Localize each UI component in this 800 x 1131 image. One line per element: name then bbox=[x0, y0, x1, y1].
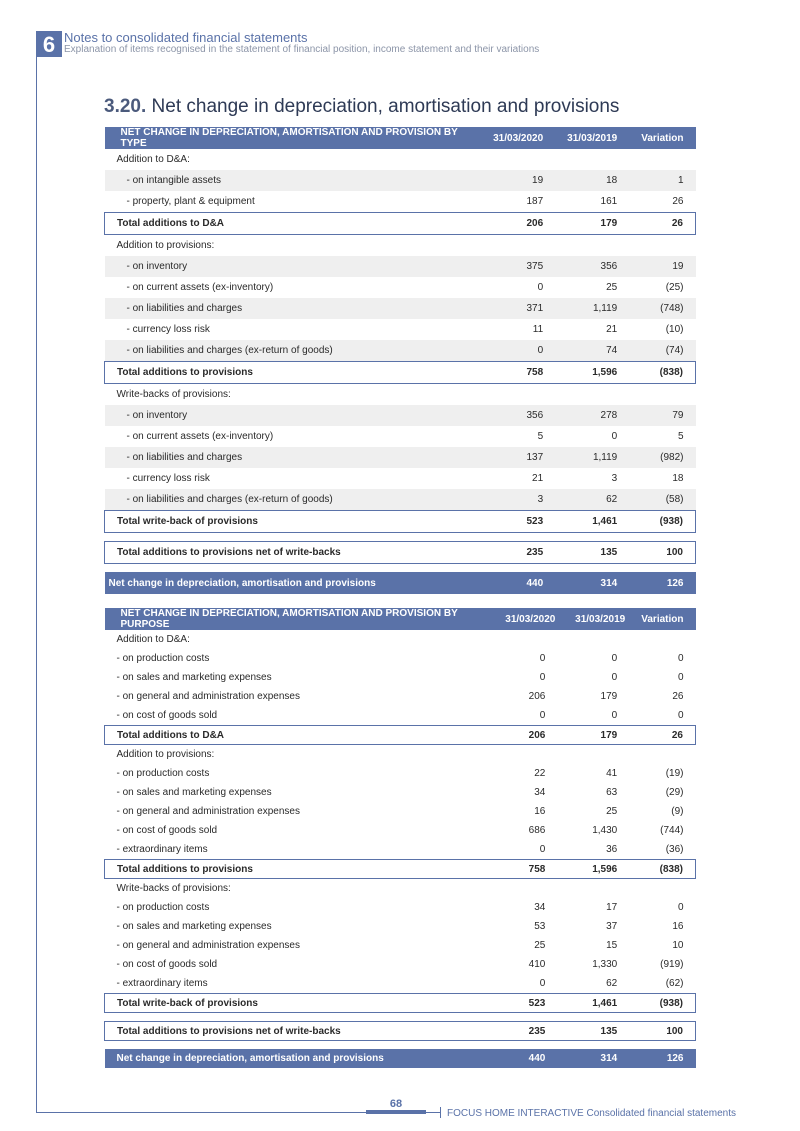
cell-variation: (9) bbox=[671, 806, 684, 817]
cell-2019: 1,461 bbox=[555, 511, 629, 533]
cell-2020: 356 bbox=[477, 405, 555, 426]
cell-variation: (748) bbox=[629, 298, 695, 319]
footer-brand: FOCUS HOME INTERACTIVE bbox=[447, 1108, 584, 1119]
margin-rule bbox=[36, 57, 37, 1113]
cell-2019: 21 bbox=[606, 324, 618, 335]
cell-variation bbox=[629, 384, 695, 406]
cell-variation bbox=[629, 630, 695, 649]
cell-variation: (62) bbox=[665, 978, 684, 989]
cell-variation bbox=[629, 235, 695, 257]
cell-2020: 53 bbox=[534, 921, 546, 932]
cell-2020: 187 bbox=[526, 196, 544, 207]
row-label: Total additions to D&A bbox=[105, 213, 478, 235]
cell-2020: 25 bbox=[534, 940, 546, 951]
row-label: Net change in depreciation, amortisation and provisions bbox=[105, 1049, 492, 1068]
cell-2020: 523 bbox=[491, 994, 557, 1013]
row-label: - on production costs bbox=[116, 768, 210, 779]
cell-2019 bbox=[557, 879, 629, 899]
row-label: Total additions to provisions bbox=[105, 860, 492, 879]
cell-2020 bbox=[477, 149, 555, 170]
cell-2020: 206 bbox=[528, 691, 546, 702]
table-row bbox=[105, 447, 696, 468]
header-title: Notes to consolidated financial statements bbox=[64, 30, 308, 45]
cell-2020: 410 bbox=[528, 959, 546, 970]
cell-2019: 161 bbox=[600, 196, 618, 207]
cell-2019: 41 bbox=[606, 768, 618, 779]
row-label: - on intangible assets bbox=[105, 170, 478, 191]
row-label: - on inventory bbox=[105, 405, 478, 426]
row-label: Write-backs of provisions: bbox=[116, 883, 231, 894]
row-label: - on general and administration expenses bbox=[116, 940, 300, 951]
cell-2019: 3 bbox=[611, 473, 618, 484]
table-row bbox=[105, 745, 696, 765]
cell-2019: 37 bbox=[606, 921, 618, 932]
cell-variation: 26 bbox=[629, 213, 695, 235]
table-row bbox=[105, 936, 696, 955]
row-label: - on sales and marketing expenses bbox=[116, 787, 272, 798]
total-row bbox=[105, 362, 696, 384]
total-row bbox=[105, 511, 696, 533]
page-number-bar bbox=[366, 1110, 426, 1114]
column-header-2020: 31/03/2020 bbox=[477, 127, 555, 149]
cell-2019: 1,461 bbox=[557, 994, 629, 1013]
row-label: - on cost of goods sold bbox=[116, 825, 218, 836]
row-label: - on current assets (ex-inventory) bbox=[126, 431, 274, 442]
row-label: - on current assets (ex-inventory) bbox=[126, 282, 274, 293]
cell-2020: 34 bbox=[534, 902, 546, 913]
table-row bbox=[105, 298, 696, 319]
cell-variation: (29) bbox=[665, 787, 684, 798]
row-label: - on general and administration expenses bbox=[116, 806, 300, 817]
cell-2019: 1,330 bbox=[592, 959, 618, 970]
grand-total-row bbox=[105, 1049, 696, 1068]
cell-2020: 371 bbox=[477, 298, 555, 319]
cell-2020: 0 bbox=[539, 653, 546, 664]
cell-variation: (10) bbox=[665, 324, 684, 335]
row-label: - on general and administration expenses bbox=[116, 691, 300, 702]
table-row bbox=[105, 149, 696, 170]
cell-2020: 235 bbox=[491, 1022, 557, 1041]
row-label: - on sales and marketing expenses bbox=[116, 921, 272, 932]
cell-2020: 22 bbox=[534, 768, 546, 779]
cell-2019: 1,596 bbox=[555, 362, 629, 384]
table-row bbox=[105, 764, 696, 783]
cell-2019 bbox=[555, 149, 629, 170]
row-label: Total additions to D&A bbox=[105, 726, 492, 745]
cell-variation: (838) bbox=[629, 860, 695, 879]
cell-2019: 25 bbox=[606, 806, 618, 817]
cell-variation: (938) bbox=[629, 994, 695, 1013]
table-row bbox=[105, 840, 696, 860]
row-label: Addition to provisions: bbox=[116, 749, 215, 760]
cell-variation: 26 bbox=[672, 691, 684, 702]
column-header-variation: Variation bbox=[629, 608, 695, 630]
table-by-purpose bbox=[104, 608, 696, 1068]
table-row bbox=[105, 384, 696, 406]
table-row bbox=[105, 340, 696, 362]
row-label: - on sales and marketing expenses bbox=[116, 672, 272, 683]
row-label: - on inventory bbox=[105, 256, 478, 277]
row-label: - currency loss risk bbox=[126, 473, 210, 484]
row-label: Total additions to provisions net of write-backs bbox=[105, 1022, 492, 1041]
table-row bbox=[105, 898, 696, 917]
chapter-number-badge: 6 bbox=[36, 31, 62, 57]
footer-rule-tick bbox=[440, 1107, 441, 1118]
section-title: Net change in depreciation, amortisation and provisions bbox=[151, 96, 620, 117]
cell-variation: 10 bbox=[672, 940, 684, 951]
row-label: Addition to provisions: bbox=[116, 240, 215, 251]
spacer-row bbox=[105, 1013, 696, 1022]
cell-2020: 758 bbox=[477, 362, 555, 384]
cell-variation: 0 bbox=[677, 902, 684, 913]
total-row bbox=[105, 213, 696, 235]
cell-2020: 34 bbox=[534, 787, 546, 798]
cell-2020: 440 bbox=[477, 572, 555, 594]
cell-variation bbox=[629, 149, 695, 170]
table-row bbox=[105, 802, 696, 821]
cell-variation: 0 bbox=[677, 653, 684, 664]
cell-variation: 26 bbox=[629, 726, 695, 745]
row-label: - on liabilities and charges bbox=[105, 447, 478, 468]
cell-variation: 26 bbox=[672, 196, 684, 207]
cell-2019: 1,119 bbox=[555, 298, 629, 319]
cell-2019: 1,596 bbox=[557, 860, 629, 879]
row-label: - on production costs bbox=[116, 653, 210, 664]
table-row bbox=[105, 426, 696, 447]
cell-variation: 126 bbox=[629, 572, 695, 594]
cell-variation: (19) bbox=[665, 768, 684, 779]
header-subtitle: Explanation of items recognised in the statement of financial position, income statement and their variations bbox=[64, 44, 540, 55]
spacer-row bbox=[105, 533, 696, 542]
table-row bbox=[105, 319, 696, 340]
row-label: - extraordinary items bbox=[116, 978, 208, 989]
column-header-2019: 31/03/2019 bbox=[557, 608, 629, 630]
cell-2020: 0 bbox=[539, 710, 546, 721]
cell-2019: 356 bbox=[555, 256, 629, 277]
cell-2019: 314 bbox=[557, 1049, 629, 1068]
table-header-row bbox=[105, 608, 696, 630]
table-row bbox=[105, 783, 696, 802]
cell-2019: 74 bbox=[555, 340, 629, 362]
cell-variation: 5 bbox=[677, 431, 684, 442]
spacer-row bbox=[105, 564, 696, 573]
table-row bbox=[105, 630, 696, 649]
row-label: - on liabilities and charges (ex-return of goods) bbox=[105, 340, 478, 362]
cell-2019 bbox=[555, 235, 629, 257]
table-row bbox=[105, 649, 696, 668]
cell-2019 bbox=[557, 630, 629, 649]
cell-2019: 15 bbox=[606, 940, 618, 951]
cell-2020: 758 bbox=[491, 860, 557, 879]
cell-2019: 36 bbox=[606, 844, 618, 855]
cell-variation: 79 bbox=[629, 405, 695, 426]
cell-2019: 179 bbox=[555, 213, 629, 235]
footer-document: Consolidated financial statements bbox=[586, 1108, 736, 1119]
spacer-row bbox=[105, 1041, 696, 1050]
cell-variation: (74) bbox=[629, 340, 695, 362]
cell-2020 bbox=[477, 235, 555, 257]
cell-variation: 19 bbox=[629, 256, 695, 277]
cell-2019: 62 bbox=[606, 978, 618, 989]
page-number: 68 bbox=[389, 1098, 403, 1110]
table-by-type bbox=[104, 127, 696, 594]
cell-2019: 179 bbox=[600, 691, 618, 702]
cell-2020: 440 bbox=[491, 1049, 557, 1068]
cell-2020 bbox=[491, 630, 557, 649]
cell-2019: 179 bbox=[557, 726, 629, 745]
row-label: - on liabilities and charges (ex-return of goods) bbox=[105, 489, 478, 511]
section-heading bbox=[104, 96, 619, 118]
row-label: Net change in depreciation, amortisation and provisions bbox=[105, 572, 478, 594]
grand-total-row bbox=[105, 572, 696, 594]
column-header-purpose: NET CHANGE IN DEPRECIATION, AMORTISATION AND PROVISION BY PURPOSE bbox=[105, 608, 492, 630]
cell-variation: (838) bbox=[629, 362, 695, 384]
row-label: Total write-back of provisions bbox=[105, 511, 478, 533]
table-row bbox=[105, 974, 696, 994]
cell-2020: 137 bbox=[477, 447, 555, 468]
row-label: - currency loss risk bbox=[126, 324, 210, 335]
cell-2020: 0 bbox=[539, 672, 546, 683]
cell-2020: 5 bbox=[537, 431, 544, 442]
column-header-2019: 31/03/2019 bbox=[555, 127, 629, 149]
net-total-row bbox=[105, 542, 696, 564]
cell-variation: 16 bbox=[672, 921, 684, 932]
row-label: - on cost of goods sold bbox=[116, 959, 218, 970]
table-row bbox=[105, 706, 696, 726]
cell-2020: 16 bbox=[534, 806, 546, 817]
cell-2020 bbox=[491, 745, 557, 765]
cell-2019: 0 bbox=[611, 672, 618, 683]
table-row bbox=[105, 235, 696, 257]
row-label: - on liabilities and charges bbox=[105, 298, 478, 319]
cell-2020: 21 bbox=[532, 473, 544, 484]
column-header-variation: Variation bbox=[629, 127, 695, 149]
cell-2020: 3 bbox=[477, 489, 555, 511]
table-row bbox=[105, 489, 696, 511]
cell-variation: 126 bbox=[629, 1049, 695, 1068]
cell-2019: 25 bbox=[606, 282, 618, 293]
table-row bbox=[105, 405, 696, 426]
cell-2019: 0 bbox=[611, 710, 618, 721]
column-header-2020: 31/03/2020 bbox=[491, 608, 557, 630]
row-label: Total additions to provisions bbox=[105, 362, 478, 384]
cell-2019: 0 bbox=[611, 431, 618, 442]
column-header-type: NET CHANGE IN DEPRECIATION, AMORTISATION AND PROVISION BY TYPE bbox=[105, 127, 478, 149]
cell-2020: 0 bbox=[477, 340, 555, 362]
cell-2020: 206 bbox=[477, 213, 555, 235]
cell-2019: 135 bbox=[557, 1022, 629, 1041]
cell-2019 bbox=[557, 745, 629, 765]
table-row bbox=[105, 668, 696, 687]
cell-2019: 314 bbox=[555, 572, 629, 594]
table-row bbox=[105, 256, 696, 277]
cell-2019: 62 bbox=[555, 489, 629, 511]
cell-2020: 375 bbox=[477, 256, 555, 277]
cell-2020: 0 bbox=[539, 844, 546, 855]
cell-2020 bbox=[477, 384, 555, 406]
cell-2019: 278 bbox=[555, 405, 629, 426]
table-row bbox=[105, 879, 696, 899]
row-label: - extraordinary items bbox=[116, 844, 208, 855]
cell-variation: 0 bbox=[677, 710, 684, 721]
cell-2019: 0 bbox=[611, 653, 618, 664]
total-row bbox=[105, 994, 696, 1013]
cell-2020: 686 bbox=[528, 825, 546, 836]
cell-variation bbox=[629, 745, 695, 765]
row-label: Total write-back of provisions bbox=[105, 994, 492, 1013]
net-total-row bbox=[105, 1022, 696, 1041]
table-row bbox=[105, 917, 696, 936]
cell-2019: 1,430 bbox=[592, 825, 618, 836]
row-label: Addition to D&A: bbox=[116, 154, 190, 165]
cell-variation: (919) bbox=[660, 959, 684, 970]
table-row bbox=[105, 821, 696, 840]
cell-2019 bbox=[555, 384, 629, 406]
total-row bbox=[105, 860, 696, 879]
table-row bbox=[105, 687, 696, 706]
table-row bbox=[105, 170, 696, 191]
row-label: Write-backs of provisions: bbox=[116, 389, 231, 400]
row-label: Addition to D&A: bbox=[116, 634, 190, 645]
cell-2020: 11 bbox=[532, 324, 544, 335]
cell-2020: 19 bbox=[477, 170, 555, 191]
section-number: 3.20. bbox=[104, 96, 147, 117]
cell-variation: (58) bbox=[629, 489, 695, 511]
cell-variation: (36) bbox=[665, 844, 684, 855]
table-row bbox=[105, 191, 696, 213]
cell-variation: (744) bbox=[660, 825, 684, 836]
cell-variation: (938) bbox=[629, 511, 695, 533]
row-label: - on cost of goods sold bbox=[116, 710, 218, 721]
table-row bbox=[105, 955, 696, 974]
cell-2019: 63 bbox=[606, 787, 618, 798]
row-label: - on production costs bbox=[116, 902, 210, 913]
cell-variation: 18 bbox=[672, 473, 684, 484]
cell-2019: 135 bbox=[555, 542, 629, 564]
row-label: Total additions to provisions net of write-backs bbox=[105, 542, 478, 564]
cell-variation: (25) bbox=[665, 282, 684, 293]
table-row bbox=[105, 277, 696, 298]
cell-variation: (982) bbox=[629, 447, 695, 468]
cell-variation: 100 bbox=[629, 542, 695, 564]
cell-2020: 235 bbox=[477, 542, 555, 564]
table-header-row bbox=[105, 127, 696, 149]
cell-variation: 1 bbox=[629, 170, 695, 191]
table-row bbox=[105, 468, 696, 489]
cell-variation: 0 bbox=[677, 672, 684, 683]
cell-variation bbox=[629, 879, 695, 899]
cell-2020: 206 bbox=[491, 726, 557, 745]
cell-2019: 17 bbox=[606, 902, 618, 913]
cell-2020: 0 bbox=[537, 282, 544, 293]
cell-2020 bbox=[491, 879, 557, 899]
row-label: - property, plant & equipment bbox=[126, 196, 255, 207]
cell-2019: 1,119 bbox=[555, 447, 629, 468]
cell-2019: 18 bbox=[555, 170, 629, 191]
footer-caption bbox=[447, 1108, 736, 1119]
cell-2020: 0 bbox=[539, 978, 546, 989]
total-row bbox=[105, 726, 696, 745]
cell-2020: 523 bbox=[477, 511, 555, 533]
cell-variation: 100 bbox=[629, 1022, 695, 1041]
